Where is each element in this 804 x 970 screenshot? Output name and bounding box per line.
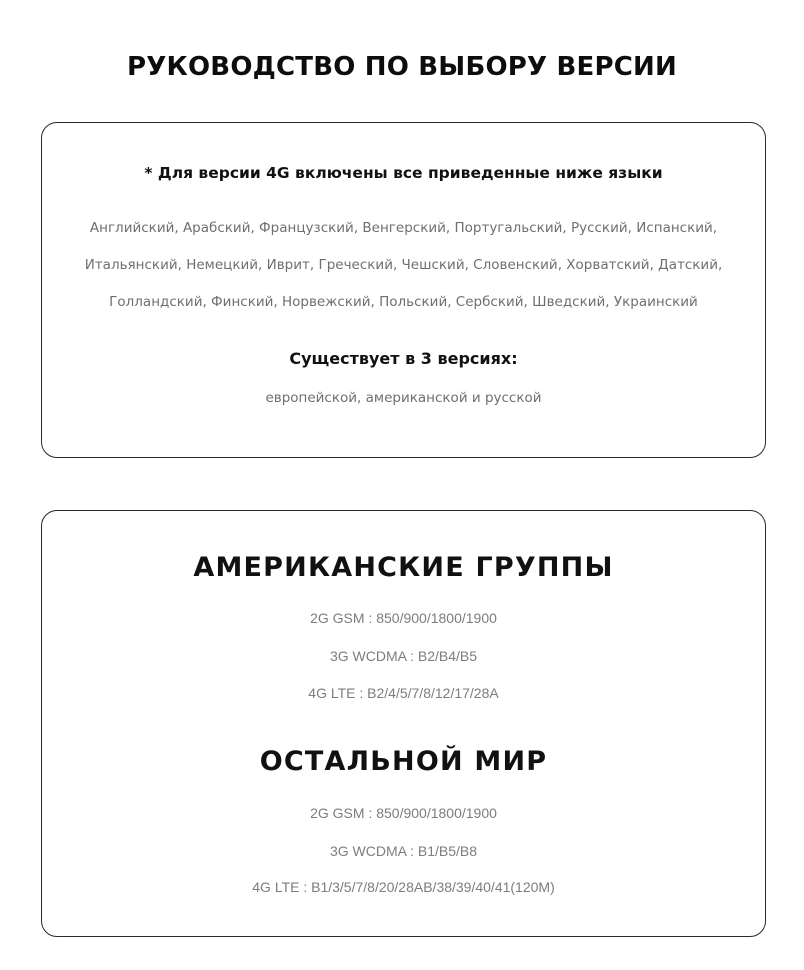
world-bands-title: ОСТАЛЬНОЙ МИР — [259, 746, 548, 777]
page-title: РУКОВОДСТВО ПО ВЫБОРУ ВЕРСИИ — [127, 52, 677, 82]
us-band-2g: 2G GSM : 850/900/1800/1900 — [310, 610, 497, 626]
languages-card — [41, 122, 766, 458]
versions-text: европейской, американской и русской — [265, 390, 542, 406]
world-band-4g: 4G LTE : B1/3/5/7/8/20/28AB/38/39/40/41(120M) — [252, 879, 555, 895]
us-band-4g: 4G LTE : B2/4/5/7/8/12/17/28A — [308, 685, 499, 701]
bands-card — [41, 510, 766, 937]
versions-title: Существует в 3 версиях: — [289, 349, 518, 368]
us-bands-title: АМЕРИКАНСКИЕ ГРУППЫ — [193, 552, 614, 583]
world-band-2g: 2G GSM : 850/900/1800/1900 — [310, 805, 497, 821]
language-list-line: Английский, Арабский, Французский, Венгерский, Португальский, Русский, Испанский, — [89, 220, 718, 236]
language-list-line: Голландский, Финский, Норвежский, Польский, Сербский, Шведский, Украинский — [109, 294, 698, 310]
language-list-line: Итальянский, Немецкий, Иврит, Греческий, Чешский, Словенский, Хорватский, Датский, — [84, 257, 723, 273]
us-band-3g: 3G WCDMA : B2/B4/B5 — [329, 648, 478, 664]
languages-note: * Для версии 4G включены все приведенные ниже языки — [144, 164, 663, 182]
world-band-3g: 3G WCDMA : B1/B5/B8 — [329, 843, 478, 859]
